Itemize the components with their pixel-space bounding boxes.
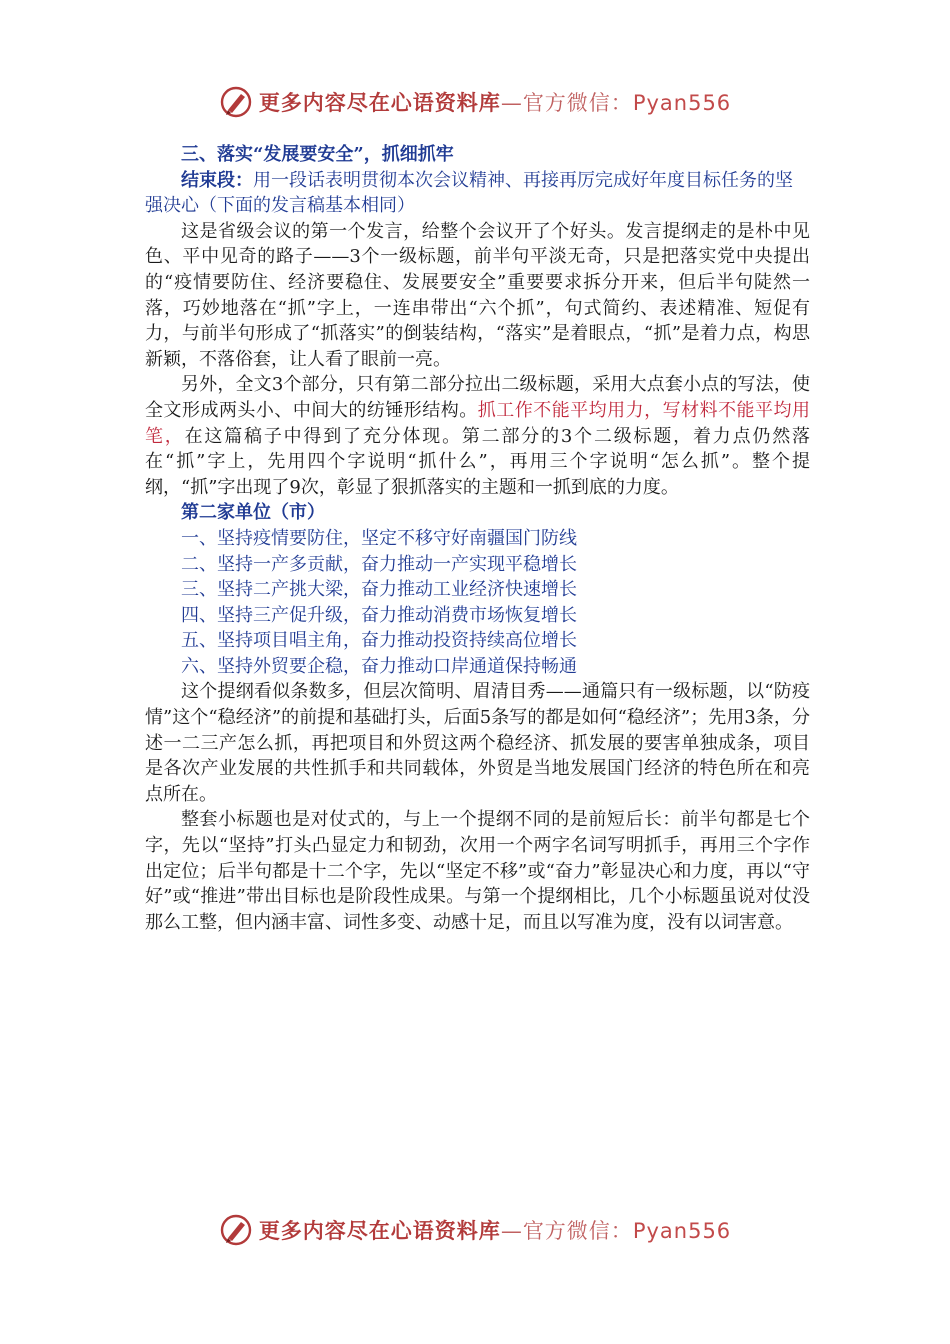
- pen-nib-logo-icon: [219, 85, 253, 119]
- outline-item: 五、坚持项目唱主角，奋力推动投资持续高位增长: [181, 630, 577, 652]
- document-body: [145, 142, 810, 935]
- closing-paragraph: [145, 168, 810, 219]
- outline-item: 四、坚持三产促升级，奋力推动消费市场恢复增长: [181, 604, 577, 626]
- outline-item: 一、坚持疫情要防住，坚定不移守好南疆国门防线: [181, 527, 577, 549]
- pen-nib-logo-icon: [219, 1213, 253, 1247]
- paragraph-3: 这个提纲看似条数多，但层次简明、眉清目秀——通篇只有一级标题，以“防疫情”这个“稳经济”的前提和基础打头，后面5条写的都是如何“稳经济”；先用3条，分述一二三产怎么抓，再把项目和外贸这两个稳经济、抓发展的要害单独成条，项目是各次产业发展的共性抓手和共同载体，外贸是当地发展国门经济的特色所在和亮点所在。: [145, 681, 810, 805]
- highlight-text: 抓工作不能平均用力，写材料不能平均用笔，: [145, 399, 811, 447]
- outline-item: 三、坚持二产挑大梁，奋力推动工业经济快速增长: [181, 579, 577, 601]
- paragraph-2: [145, 372, 810, 500]
- paragraph-1: 这是省级会议的第一个发言，给整个会议开了个好头。发言提纲走的是朴中见色、平中见奇的路子——3个一级标题，前半句平淡无奇，只是把落实党中央提出的“疫情要防住、经济要稳住、发展要安全”重要要求拆分开来，但后半句陡然一落，巧妙地落在“抓”字上，一连串带出“六个抓”，句式简约、表述精准、短促有力，与前半句形成了“抓落实”的倒装结构，“落实”是着眼点，“抓”是着力点，构思新颖，不落俗套，让人看了眼前一亮。: [145, 220, 810, 370]
- paragraph-4: 整套小标题也是对仗式的，与上一个提纲不同的是前短后长：前半句都是七个字，先以“坚持”打头凸显定力和韧劲，次用一个两字名词写明抓手，再用三个字作出定位；后半句都是十二个字，先以“坚定不移”或“奋力”彰显决心和力度，再以“守好”或“推进”带出目标也是阶段性成果。与第一个提纲相比，几个小标题虽说对仗没那么工整，但内涵丰富、词性多变、动感十足，而且以写准为度，没有以词害意。: [145, 809, 810, 933]
- header-banner: [0, 82, 950, 122]
- section-heading: 三、落实“发展要安全”，抓细抓牢: [181, 144, 454, 165]
- unit-title: 第二家单位（市）: [181, 502, 325, 524]
- outline-item: 二、坚持一产多贡献，奋力推动一产实现平稳增长: [181, 553, 577, 575]
- banner-text: 更多内容尽在心语资料库—官方微信：Pyan556: [258, 1219, 732, 1243]
- outline-item: 六、坚持外贸要企稳，奋力推动口岸通道保持畅通: [181, 655, 577, 677]
- closing-text: 用一段话表明贯彻本次会议精神、再接再厉完成好年度目标任务的坚强决心（下面的发言稿基本相同）: [145, 169, 793, 217]
- paragraph-2-part-a: 另外，全文3个部分，只有第二部分拉出二级标题，采用大点套小点的写法，使全文形成两头小、中间大的纺锤形结构。: [145, 374, 810, 421]
- closing-label: 结束段：: [181, 169, 253, 191]
- footer-banner: [0, 1210, 950, 1250]
- paragraph-2-part-b: 在这篇稿子中得到了充分体现。第二部分的3个二级标题，着力点仍然落在“抓”字上，先用四个字说明“抓什么”，再用三个字说明“怎么抓”。整个提纲，“抓”字出现了9次，彰显了狠抓落实的主题和一抓到底的力度。: [145, 425, 810, 498]
- banner-text: 更多内容尽在心语资料库—官方微信：Pyan556: [258, 91, 732, 115]
